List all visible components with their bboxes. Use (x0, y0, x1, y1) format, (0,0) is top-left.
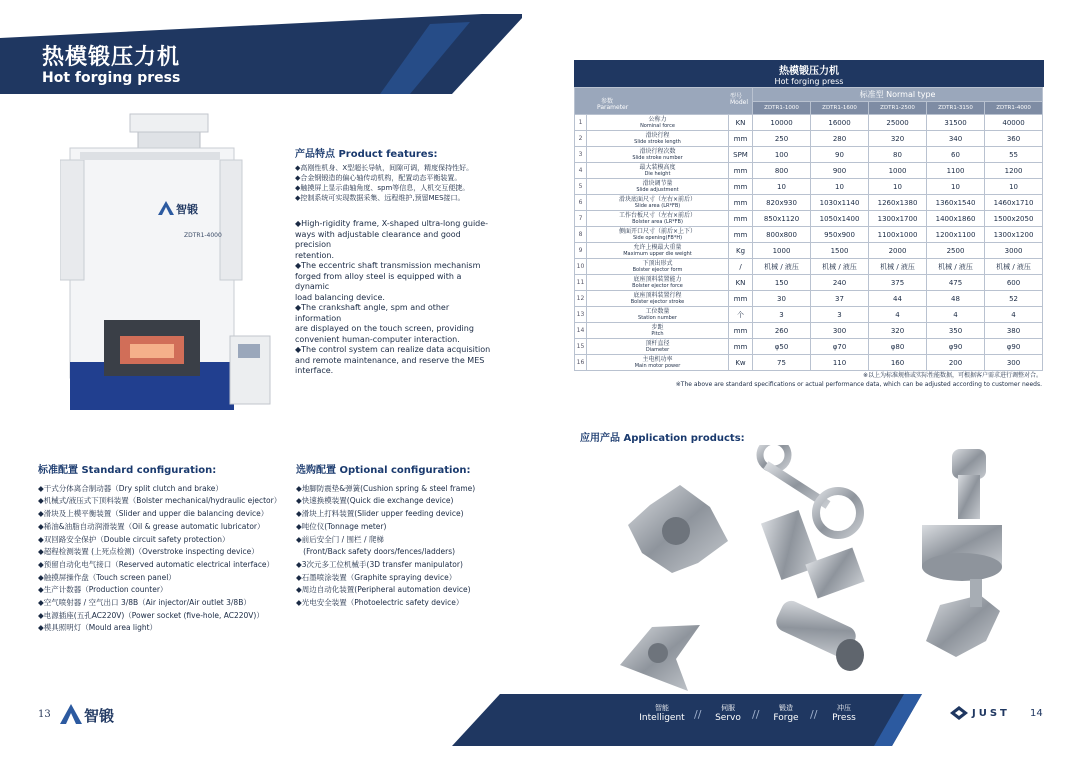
spec-param-cell (587, 323, 729, 339)
spec-row (575, 323, 1043, 339)
spec-value-cell: 4 (869, 307, 927, 323)
config-list-item: ◆干式分体离合制动器（Dry split clutch and brake） (38, 483, 223, 493)
config-list-item: ◆生产计数器（Production counter） (38, 585, 168, 595)
feature-en-line: ◆The eccentric shaft transmission mechanism (295, 261, 481, 270)
spec-param-en: Slide area (LR*FB) (634, 202, 681, 209)
product-features (295, 149, 495, 377)
spec-value-cell: 10 (869, 179, 927, 195)
spec-value-cell: 52 (985, 291, 1043, 307)
brand-mark-icon (158, 201, 174, 215)
spec-param-cn: 顶杆直径 (645, 339, 670, 347)
normal-type-label: 标准型 Normal type (753, 88, 1043, 102)
spec-param-en: Slide stroke length (634, 138, 681, 145)
footer-word-cn: 锻造 (779, 704, 793, 712)
optional-configuration (296, 465, 556, 610)
spec-value-cell: 300 (811, 323, 869, 339)
spec-row (575, 131, 1043, 147)
spec-value-cell: φ90 (927, 339, 985, 355)
spec-unit-cell: KN (729, 275, 753, 291)
spec-value-cell: 1260x1380 (869, 195, 927, 211)
spec-value-cell: 机械 / 液压 (927, 259, 985, 275)
feature-en-line: ◆The crankshaft angle, spm and other information (295, 303, 450, 323)
spec-value-cell: 机械 / 液压 (753, 259, 811, 275)
spec-param-cell (587, 131, 729, 147)
spec-row (575, 163, 1043, 179)
footer-brand (60, 704, 115, 728)
spec-title-cn: 热模锻压力机 (779, 66, 839, 77)
spec-value-cell: 280 (811, 131, 869, 147)
feature-en-line: forged from alloy steel is equipped with a dynamic (295, 271, 462, 291)
spec-value-cell: 75 (753, 355, 811, 371)
spec-value-cell: 375 (869, 275, 927, 291)
footer-word-press (824, 703, 864, 723)
spec-unit-cell: mm (729, 339, 753, 355)
spec-value-cell: 110 (811, 355, 869, 371)
standard-config-heading: 标准配置 Standard configuration: (38, 465, 217, 476)
spec-value-cell: 2000 (869, 243, 927, 259)
config-list-item: ◆石墨喷涂装置（Graphite spraying device） (296, 572, 457, 582)
spec-row-number: 16 (575, 355, 587, 371)
spider-part-image (620, 625, 700, 691)
divider-slash-icon: // (810, 708, 818, 721)
spec-table (574, 60, 1044, 389)
footer-word-forge (766, 703, 806, 723)
model-label-en: Model (730, 99, 749, 106)
spec-value-cell: 1000 (753, 243, 811, 259)
footer-word-intelligent (636, 703, 688, 723)
spec-value-cell: 320 (869, 323, 927, 339)
config-list-item: ◆3次元多工位机械手(3D transfer manipulator) (296, 559, 463, 569)
spec-value-cell: 240 (811, 275, 869, 291)
spec-value-cell: 475 (927, 275, 985, 291)
feature-en-line: ◆The control system can realize data acquisition (295, 345, 491, 354)
spec-value-cell: 44 (869, 291, 927, 307)
spec-value-cell: 3 (811, 307, 869, 323)
model-col-header: ZDTR1-1000 (753, 102, 811, 115)
spec-param-cn: 底座顶料装置行程 (633, 291, 682, 299)
spec-value-cell: 1500x2050 (985, 211, 1043, 227)
spec-param-cn: 工作台板尺寸（左右×前后） (618, 211, 697, 219)
spec-row-number: 6 (575, 195, 587, 211)
spec-param-en: Side opening(FB*H) (632, 234, 683, 241)
divider-slash-icon: // (752, 708, 760, 721)
spec-param-cell (587, 163, 729, 179)
spec-param-cn: 允许上模最大重量 (633, 243, 682, 251)
spec-row (575, 275, 1043, 291)
config-list-item: ◆前后安全门 / 围栏 / 爬梯 (296, 534, 384, 544)
param-label-cn: 参数 (601, 98, 614, 105)
spec-param-cell (587, 355, 729, 371)
spec-value-cell: 机械 / 液压 (811, 259, 869, 275)
spec-param-cell (587, 195, 729, 211)
spec-value-cell: φ90 (985, 339, 1043, 355)
spec-value-cell: 1050x1400 (811, 211, 869, 227)
spec-param-en: Bolster area (LR*FB) (632, 218, 683, 225)
spec-value-cell: 90 (811, 147, 869, 163)
spec-value-cell: 80 (869, 147, 927, 163)
spec-value-cell: 250 (753, 131, 811, 147)
spec-value-cell: 10 (985, 179, 1043, 195)
spec-param-en: Station number (638, 314, 677, 321)
spec-row (575, 179, 1043, 195)
spec-unit-cell: mm (729, 323, 753, 339)
spec-param-cell (587, 227, 729, 243)
spec-param-en: Die height (644, 170, 671, 177)
spec-unit-cell: 个 (729, 307, 753, 323)
application-products-images (580, 445, 1042, 700)
spec-value-cell: 1100 (927, 163, 985, 179)
spec-value-cell: 40000 (985, 115, 1043, 131)
spec-row-number: 9 (575, 243, 587, 259)
spec-value-cell: 600 (985, 275, 1043, 291)
spec-value-cell: 1200x1100 (927, 227, 985, 243)
spec-value-cell: 1400x1860 (927, 211, 985, 227)
sleeve-part-image (773, 598, 864, 671)
spec-param-cell (587, 339, 729, 355)
spec-value-cell: 10 (753, 179, 811, 195)
config-list-item: ◆滑块及上模平衡装置（Slider and upper die balancing device） (38, 509, 269, 519)
spec-value-cell: 1030x1140 (811, 195, 869, 211)
spec-value-cell: 10 (927, 179, 985, 195)
page-number-left: 13 (38, 709, 51, 720)
spec-table-title (574, 60, 1044, 87)
spec-value-cell: 350 (927, 323, 985, 339)
spec-param-cn: 底座顶料装置能力 (633, 275, 682, 283)
model-col-header: ZDTR1-1600 (811, 102, 869, 115)
spec-param-cell (587, 275, 729, 291)
model-label-cn: 型号 (730, 93, 743, 100)
spec-row-number: 8 (575, 227, 587, 243)
spec-value-cell: 60 (927, 147, 985, 163)
spec-row-number: 5 (575, 179, 587, 195)
spec-unit-cell: Kg (729, 243, 753, 259)
config-list-item: ◆稀油&油脂自动润滑装置（Oil & grease automatic lubricator） (38, 521, 265, 531)
config-list-item: ◆模具照明灯（Mould area light） (38, 623, 158, 633)
spec-value-cell: 1000 (869, 163, 927, 179)
spec-value-cell: 16000 (811, 115, 869, 131)
feature-en-line: convenient human-computer interaction. (295, 334, 460, 344)
page-title-en: Hot forging press (42, 70, 181, 86)
spec-value-cell: 200 (927, 355, 985, 371)
spec-param-cn: 侧面开口尺寸（前后×上下） (618, 227, 697, 235)
spec-param-cn: 下顶出形式 (642, 259, 673, 267)
spec-row-number: 15 (575, 339, 587, 355)
spec-value-cell: 100 (753, 147, 811, 163)
spec-value-cell: 4 (985, 307, 1043, 323)
feature-cn-line: ◆触摸屏上显示曲轴角度、spm等信息，人机交互便捷。 (295, 184, 470, 192)
config-list-item: ◆预留自动化电气接口（Reserved automatic electrical interface） (38, 559, 275, 569)
spec-title-en: Hot forging press (774, 77, 844, 86)
footer-brand-name: 智锻 (84, 707, 115, 725)
footer-word-en: Intelligent (639, 713, 685, 723)
spec-value-cell: 31500 (927, 115, 985, 131)
spec-param-cn: 滑块行程次数 (639, 147, 676, 155)
just-logo-icon (950, 706, 968, 720)
spec-row (575, 211, 1043, 227)
page-number-right: 14 (1030, 708, 1043, 719)
spec-row-number: 13 (575, 307, 587, 323)
spec-grid (574, 87, 1043, 371)
spec-value-cell: 300 (985, 355, 1043, 371)
press-machine-illustration (60, 100, 280, 412)
spec-unit-cell: SPM (729, 147, 753, 163)
footer-word-cn: 冲压 (837, 704, 851, 712)
spec-unit-cell: mm (729, 291, 753, 307)
brand-mark-icon (60, 704, 82, 724)
machine-brand-logo (158, 200, 174, 219)
feature-en-line: ways with adjustable clearance and good precision (295, 229, 461, 249)
feature-en-line: are displayed on the touch screen, providing (295, 324, 474, 333)
spec-value-cell: 800 (753, 163, 811, 179)
spec-row (575, 147, 1043, 163)
spec-row-number: 7 (575, 211, 587, 227)
config-list-item: (Front/Back safety doors/fences/ladders) (296, 547, 456, 557)
spec-param-cell (587, 291, 729, 307)
spec-param-en: Maximum upper die weight (623, 250, 692, 257)
divider-slash-icon: // (694, 708, 702, 721)
config-list-item: ◆双回路安全保护（Double circuit safety protection） (38, 534, 230, 544)
just-logo-text: JUST (972, 708, 1010, 719)
spec-value-cell: 4 (927, 307, 985, 323)
spec-param-cn: 滑块底面尺寸（左右×前后） (618, 195, 697, 203)
spec-unit-cell: mm (729, 131, 753, 147)
spec-param-cn: 公称力 (648, 115, 667, 123)
spec-value-cell: 340 (927, 131, 985, 147)
spec-row-number: 4 (575, 163, 587, 179)
spec-value-cell: 1460x1710 (985, 195, 1043, 211)
spec-param-en: Diameter (645, 346, 670, 353)
spec-value-cell: 1200 (985, 163, 1043, 179)
spec-value-cell: 3 (753, 307, 811, 323)
machine-brand-text: 智锻 (176, 203, 198, 216)
spec-value-cell: φ80 (869, 339, 927, 355)
spec-value-cell: 30 (753, 291, 811, 307)
spec-param-cell (587, 307, 729, 323)
config-list-item: ◆周边自动化装置(Peripheral automation device) (296, 585, 471, 595)
spec-value-cell: 850x1120 (753, 211, 811, 227)
knuckle-part-image (926, 579, 1000, 657)
config-list-item: ◆空气喷射器 / 空气出口 3/8B（Air injector/Air outlet 3/8B） (38, 598, 251, 608)
footer-word-cn: 伺服 (721, 704, 735, 712)
spec-value-cell: φ50 (753, 339, 811, 355)
spec-value-cell: 10 (811, 179, 869, 195)
spec-value-cell: 37 (811, 291, 869, 307)
spec-value-cell: 3000 (985, 243, 1043, 259)
spec-param-cn: 步距 (651, 323, 664, 331)
spec-row (575, 259, 1043, 275)
spec-value-cell: 48 (927, 291, 985, 307)
spec-row (575, 227, 1043, 243)
spec-value-cell: φ70 (811, 339, 869, 355)
spec-unit-cell: mm (729, 163, 753, 179)
spec-param-en: Bolster ejector stroke (630, 298, 685, 305)
feature-en-line: retention. (295, 250, 335, 260)
spec-param-en: Main motor power (634, 362, 681, 369)
spec-value-cell: 800x800 (753, 227, 811, 243)
spec-unit-cell: KN (729, 115, 753, 131)
spec-row (575, 339, 1043, 355)
spec-param-cn: 滑块调节量 (642, 179, 673, 187)
spec-value-cell: 160 (869, 355, 927, 371)
feature-en-line: ◆High-rigidity frame, X-shaped ultra-long guide- (295, 219, 489, 228)
spec-value-cell: 25000 (869, 115, 927, 131)
spec-param-en: Slide stroke number (632, 154, 683, 161)
feature-cn-line: ◆高刚性机身、X型超长导轨，间隙可调，精度保持性好。 (295, 164, 474, 172)
spec-value-cell: 320 (869, 131, 927, 147)
optional-config-heading: 选购配置 Optional configuration: (296, 465, 471, 476)
spec-value-cell: 55 (985, 147, 1043, 163)
feature-cn-line: ◆控制系统可实现数据采集、远程维护,预留MES接口。 (295, 194, 465, 202)
spec-value-cell: 900 (811, 163, 869, 179)
yoke-part-image (761, 510, 865, 598)
spec-row (575, 355, 1043, 371)
spec-value-cell: 950x900 (811, 227, 869, 243)
spec-row-number: 1 (575, 115, 587, 131)
shaft-part-image (922, 449, 1002, 581)
spec-value-cell: 机械 / 液压 (985, 259, 1043, 275)
spec-value-cell: 1300x1200 (985, 227, 1043, 243)
standard-configuration (38, 465, 288, 635)
spec-param-en: Bolster ejector form (632, 266, 683, 273)
feature-en-line: and remote maintenance, and reserve the MES (295, 355, 485, 365)
page-title-cn: 热模锻压力机 (42, 45, 181, 70)
spec-row (575, 195, 1043, 211)
spec-value-cell: 1300x1700 (869, 211, 927, 227)
spec-param-cn: 主电机功率 (642, 355, 673, 363)
config-list-item: ◆光电安全装置（Photoelectric safety device） (296, 598, 464, 608)
spec-row-number: 11 (575, 275, 587, 291)
spec-param-cell (587, 179, 729, 195)
spec-header-row (575, 88, 1043, 102)
spec-value-cell: 360 (985, 131, 1043, 147)
spec-row (575, 243, 1043, 259)
spec-value-cell: 1500 (811, 243, 869, 259)
spec-param-cn: 工位数量 (645, 307, 670, 315)
config-list-item: ◆超程检测装置 (上死点检测)（Overstroke inspecting device） (38, 547, 259, 557)
footer-word-cn: 智能 (655, 704, 669, 712)
spec-unit-cell: / (729, 259, 753, 275)
feature-en-line: interface. (295, 366, 334, 375)
param-label-en: Parameter (597, 104, 629, 111)
model-col-header: ZDTR1-2500 (869, 102, 927, 115)
spec-value-cell: 150 (753, 275, 811, 291)
spec-row-number: 3 (575, 147, 587, 163)
spec-value-cell: 2500 (927, 243, 985, 259)
feature-cn-line: ◆合金钢锻造的偏心轴传动机构，配置动态平衡装置。 (295, 174, 462, 182)
spec-row-number: 12 (575, 291, 587, 307)
spec-param-cell (587, 243, 729, 259)
spec-unit-cell: Kw (729, 355, 753, 371)
config-list-item: ◆电源插座(五孔AC220V)（Power socket (five-hole, AC220V)） (38, 610, 264, 620)
footer-word-en: Press (832, 713, 856, 723)
config-list-item: ◆触摸屏操作盘（Touch screen panel） (38, 572, 176, 582)
spec-value-cell: 1360x1540 (927, 195, 985, 211)
spec-row-number: 10 (575, 259, 587, 275)
spec-param-en: Nominal force (640, 122, 675, 129)
spec-row (575, 307, 1043, 323)
spec-note-en: ※The above are standard specifications or actual performance data, which can be adjusted according to customer needs. (675, 381, 1042, 388)
spec-row (575, 291, 1043, 307)
spec-row-number: 14 (575, 323, 587, 339)
spec-param-cell (587, 115, 729, 131)
spec-param-cn: 滑块行程 (645, 131, 670, 139)
features-heading: 产品特点 Product features: (295, 149, 438, 160)
config-list-item: ◆地脚防震垫&弹簧(Cushion spring & steel frame) (296, 483, 476, 493)
spec-value-cell: 1100x1000 (869, 227, 927, 243)
footer-word-en: Forge (773, 713, 799, 723)
machine-model-label: ZDTR1-4000 (184, 232, 222, 239)
config-list-item: ◆吨位仪(Tonnage meter) (296, 521, 387, 531)
spec-row-number: 2 (575, 131, 587, 147)
footer-word-en: Servo (715, 713, 741, 723)
spec-param-cell (587, 211, 729, 227)
feature-en-line: load balancing device. (295, 292, 385, 302)
config-list-item: ◆快速换模装置(Quick die exchange device) (296, 496, 454, 506)
spec-unit-cell: mm (729, 227, 753, 243)
spec-row (575, 115, 1043, 131)
spec-unit-cell: mm (729, 179, 753, 195)
spec-note-cn: ※以上为标准规格或实际性能数据，可根据客户需求进行调整对合。 (862, 372, 1042, 379)
model-col-header: ZDTR1-4000 (985, 102, 1043, 115)
config-list-item: ◆机械式/液压式下顶料装置（Bolster mechanical/hydraulic ejector） (38, 496, 282, 506)
spec-unit-cell: mm (729, 195, 753, 211)
spec-param-cn: 最大装模高度 (639, 163, 676, 171)
spec-param-en: Pitch (651, 330, 664, 337)
footer-word-servo (708, 703, 748, 723)
config-list-item: ◆滑块上打料装置(Slider upper feeding device) (296, 509, 464, 519)
model-col-header: ZDTR1-3150 (927, 102, 985, 115)
spec-param-cell (587, 147, 729, 163)
application-heading: 应用产品 Application products: (580, 433, 745, 444)
spec-value-cell: 380 (985, 323, 1043, 339)
spec-param-en: Bolster ejector force (632, 282, 683, 289)
spec-value-cell: 820x930 (753, 195, 811, 211)
spec-value-cell: 260 (753, 323, 811, 339)
spec-value-cell: 10000 (753, 115, 811, 131)
star-part-image (628, 485, 728, 573)
spec-unit-cell: mm (729, 211, 753, 227)
spec-param-en: Slide adjustment (636, 186, 679, 193)
spec-value-cell: 机械 / 液压 (869, 259, 927, 275)
spec-param-cell (587, 259, 729, 275)
